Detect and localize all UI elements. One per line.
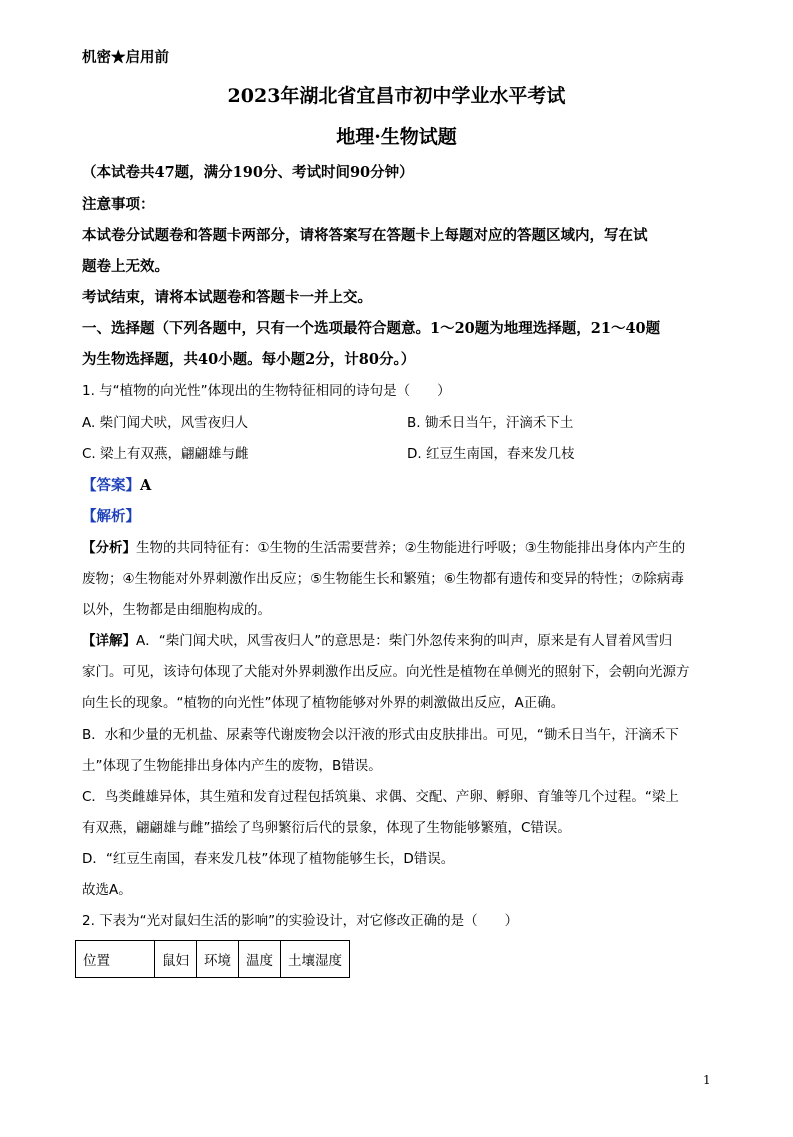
q1-option-c: C. 梁上有双燕，翩翩雄与雌	[82, 446, 249, 462]
q1-fenxi-line-2: 废物；④生物能对外界刺激作出反应；⑤生物能生长和繁殖；⑥生物都有遗传和变异的特性；⑦除病毒	[82, 571, 684, 587]
analysis-tag: 【解析】	[82, 508, 140, 525]
q1-stem: 1. 与“植物的向光性”体现出的生物特征相同的诗句是（ ）	[82, 383, 451, 399]
exam-info: （本试卷共47题，满分190分、考试时间90分钟）	[82, 164, 414, 181]
q1-option-b: B. 锄禾日当午，汗滴禾下土	[407, 415, 574, 431]
q1-option-d: D. 红豆生南国，春来发几枝	[407, 446, 575, 462]
notice-line-3: 考试结束，请将本试题卷和答题卡一并上交。	[82, 289, 372, 306]
fenxi-tag: 【分析】	[82, 540, 136, 556]
table-header-cell: 环境	[197, 941, 239, 978]
table-header-cell: 鼠妇	[155, 941, 197, 978]
exam-title: 2023年湖北省宜昌市初中学业水平考试	[227, 85, 566, 107]
confidential-label: 机密★启用前	[82, 49, 169, 66]
fenxi-text-1: 生物的共同特征有：①生物的生活需要营养；②生物能进行呼吸；③生物能排出身体内产生的	[136, 540, 686, 556]
q2-stem: 2. 下表为“光对鼠妇生活的影响”的实验设计，对它修改正确的是（ ）	[82, 913, 519, 929]
q1-detail-d: D．“红豆生南国，春来发几枝”体现了植物能够生长，D错误。	[82, 851, 455, 867]
q1-fenxi-line-3: 以外，生物都是由细胞构成的。	[82, 602, 271, 618]
section-heading-line-1: 一、选择题（下列各题中，只有一个选项最符合题意。1～20题为地理选择题，21～40题	[82, 320, 661, 337]
table-header-cell: 土壤湿度	[281, 941, 350, 978]
answer-tag: 【答案】	[82, 477, 140, 494]
q1-conclusion: 故选A。	[82, 882, 132, 898]
q1-detail-c-line-1: C．鸟类雌雄异体，其生殖和发育过程包括筑巢、求偶、交配、产卵、孵卵、育雏等几个过程。“梁上	[82, 789, 679, 805]
notice-line-2: 题卷上无效。	[82, 258, 169, 275]
q1-detail-b-line-1: B．水和少量的无机盐、尿素等代谢废物会以汗液的形式由皮肤排出。可见，“锄禾日当午，汗滴禾下	[82, 727, 679, 743]
notice-heading: 注意事项：	[82, 196, 155, 213]
notice-line-1: 本试卷分试题卷和答题卡两部分，请将答案写在答题卡上每题对应的答题区域内，写在试	[82, 227, 648, 244]
q1-detail-b-line-2: 土”体现了生物能排出身体内产生的废物，B错误。	[82, 758, 382, 774]
q1-detail-a-line-3: 向生长的现象。“植物的向光性”体现了植物能够对外界的刺激做出反应，A正确。	[82, 695, 565, 711]
q1-fenxi-line-1	[82, 538, 685, 558]
section-heading-line-2: 为生物选择题，共40小题。每小题2分，计80分。）	[82, 351, 416, 368]
table-header-cell: 温度	[239, 941, 281, 978]
q2-experiment-table	[75, 940, 350, 978]
q1-option-a: A. 柴门闻犬吠，风雪夜归人	[82, 415, 249, 431]
page-number: 1	[703, 1073, 711, 1087]
detail-tag: 【详解】	[82, 633, 136, 649]
detail-a-text-1: A．“柴门闻犬吠，风雪夜归人”的意思是：柴门外忽传来狗的叫声，原来是有人冒着风雪归	[136, 633, 673, 649]
q1-detail-a-line-1	[82, 631, 672, 651]
q1-analysis-line	[82, 507, 140, 527]
answer-value: A	[140, 477, 152, 494]
exam-subtitle: 地理·生物试题	[336, 126, 457, 148]
q1-detail-c-line-2: 有双燕，翩翩雄与雌”描绘了鸟卵繁衍后代的景象，体现了生物能够繁殖，C错误。	[82, 820, 571, 836]
q1-answer-line	[82, 476, 151, 496]
table-header-cell: 位置	[76, 941, 155, 978]
q1-detail-a-line-2: 家门。可见，该诗句体现了犬能对外界刺激作出反应。向光性是植物在单侧光的照射下，会朝向光源方	[82, 664, 690, 680]
table-row	[76, 941, 350, 978]
